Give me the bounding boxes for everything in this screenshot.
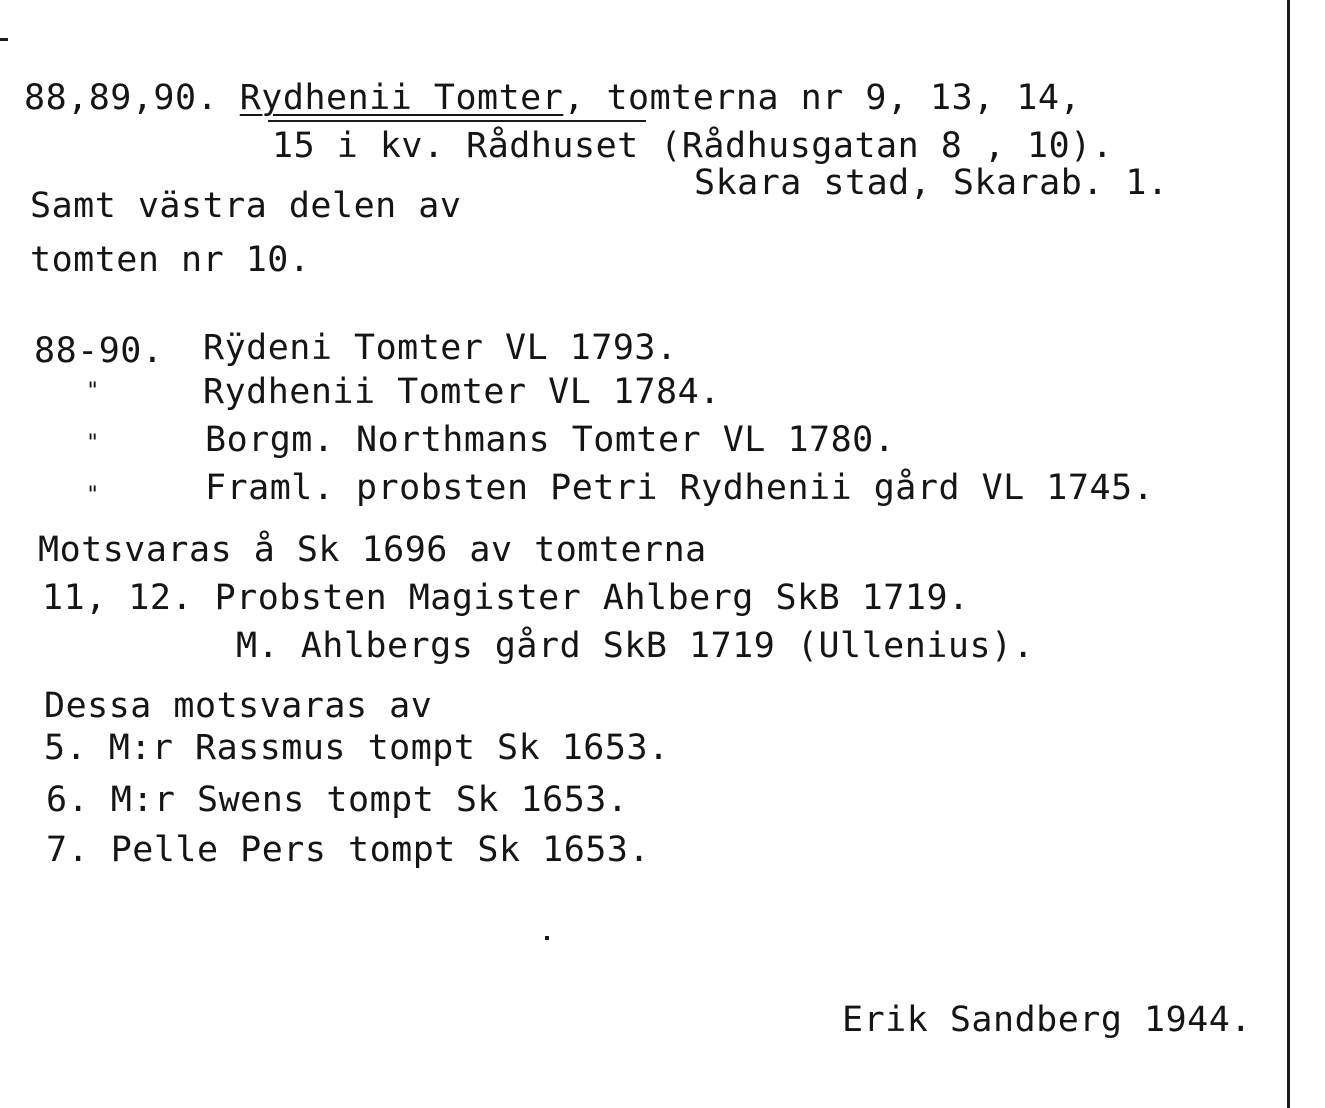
older-item-2: 6. M:r Swens tompt Sk 1653. (46, 780, 629, 820)
heading-rest: , tomterna nr 9, 13, 14, (563, 78, 1082, 118)
history-prefix-1: 88-90. (34, 331, 164, 371)
older-intro: Dessa motsvaras av (44, 686, 433, 726)
history-text-2: Rydhenii Tomter VL 1784. (203, 372, 721, 412)
history-text-1: Rÿdeni Tomter VL 1793. (203, 328, 678, 368)
extra-line-2: tomten nr 10. (30, 240, 311, 280)
history-prefix-2: " (86, 379, 100, 404)
history-prefix-4: " (86, 483, 100, 508)
older-item-3: 7. Pelle Pers tompt Sk 1653. (46, 830, 651, 870)
signature: Erik Sandberg 1944. (842, 1000, 1252, 1040)
extra-line-1: Samt västra delen av (30, 186, 462, 226)
card-right-edge (1287, 0, 1290, 1108)
corresponds-line-1: 11, 12. Probsten Magister Ahlberg SkB 1719. (42, 578, 970, 618)
heading-title: Rydhenii Tomter (239, 78, 564, 118)
older-item-1: 5. M:r Rassmus tompt Sk 1653. (44, 728, 670, 768)
heading-location: Skara stad, Skarab. 1. (694, 163, 1169, 203)
heading-line-1 (24, 78, 1081, 118)
history-text-3: Borgm. Northmans Tomter VL 1780. (205, 420, 896, 460)
corresponds-line-2: M. Ahlbergs gård SkB 1719 (Ullenius). (236, 626, 1035, 666)
history-text-4: Framl. probsten Petri Rydhenii gård VL 1745. (205, 468, 1155, 508)
heading-line-2: 15 i kv. Rådhuset (Rådhusgatan 8 , 10). (272, 126, 1114, 166)
stray-mark (545, 936, 549, 940)
heading-numbers: 88,89,90. (24, 78, 219, 118)
corresponds-intro: Motsvaras å Sk 1696 av tomterna (38, 530, 707, 570)
card-edge-mark (0, 38, 8, 41)
heading-rule (268, 120, 646, 122)
history-prefix-3: " (86, 431, 100, 456)
